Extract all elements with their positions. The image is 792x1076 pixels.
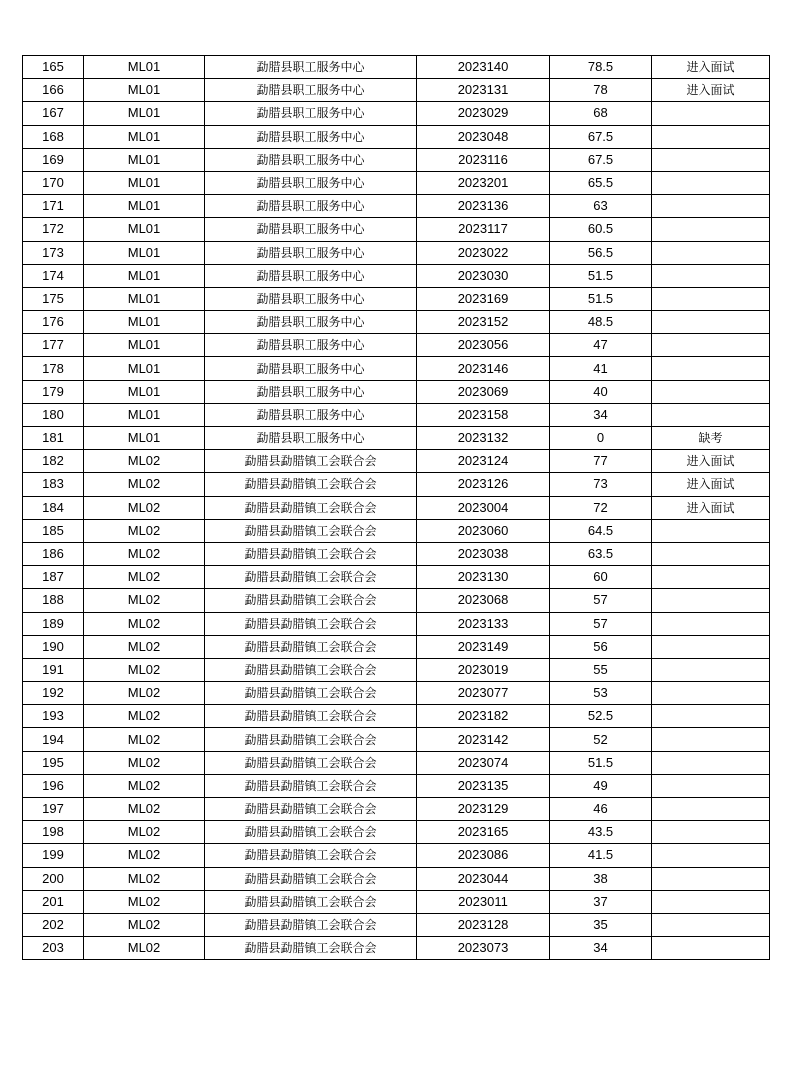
remark-cell: 进入面试: [652, 79, 770, 102]
unit-name-cell: 勐腊县职工服务中心: [205, 218, 417, 241]
ticket-number-cell: 2023142: [417, 728, 550, 751]
unit-name-cell: 勐腊县勐腊镇工会联合会: [205, 519, 417, 542]
unit-name-cell: 勐腊县勐腊镇工会联合会: [205, 890, 417, 913]
remark-cell: [652, 519, 770, 542]
score-cell: 56.5: [550, 241, 652, 264]
ticket-number-cell: 2023022: [417, 241, 550, 264]
table-row: [23, 102, 770, 125]
remark-cell: [652, 890, 770, 913]
remark-cell: [652, 566, 770, 589]
table-row: [23, 821, 770, 844]
table-row: [23, 450, 770, 473]
unit-name-cell: 勐腊县职工服务中心: [205, 56, 417, 79]
ticket-number-cell: 2023201: [417, 171, 550, 194]
remark-cell: [652, 171, 770, 194]
seq-cell: 193: [23, 705, 84, 728]
seq-cell: 178: [23, 357, 84, 380]
seq-cell: 170: [23, 171, 84, 194]
remark-cell: [652, 102, 770, 125]
remark-cell: [652, 287, 770, 310]
seq-cell: 187: [23, 566, 84, 589]
ticket-number-cell: 2023117: [417, 218, 550, 241]
score-cell: 51.5: [550, 751, 652, 774]
unit-name-cell: 勐腊县职工服务中心: [205, 334, 417, 357]
seq-cell: 166: [23, 79, 84, 102]
position-code-cell: ML01: [84, 56, 205, 79]
ticket-number-cell: 2023073: [417, 937, 550, 960]
position-code-cell: ML02: [84, 867, 205, 890]
unit-name-cell: 勐腊县勐腊镇工会联合会: [205, 682, 417, 705]
score-cell: 56: [550, 635, 652, 658]
position-code-cell: ML02: [84, 450, 205, 473]
unit-name-cell: 勐腊县勐腊镇工会联合会: [205, 913, 417, 936]
seq-cell: 182: [23, 450, 84, 473]
position-code-cell: ML02: [84, 496, 205, 519]
seq-cell: 203: [23, 937, 84, 960]
seq-cell: 189: [23, 612, 84, 635]
unit-name-cell: 勐腊县勐腊镇工会联合会: [205, 867, 417, 890]
seq-cell: 184: [23, 496, 84, 519]
unit-name-cell: 勐腊县职工服务中心: [205, 102, 417, 125]
table-row: [23, 913, 770, 936]
position-code-cell: ML02: [84, 913, 205, 936]
table-row: [23, 519, 770, 542]
table-row: [23, 612, 770, 635]
ticket-number-cell: 2023129: [417, 798, 550, 821]
unit-name-cell: 勐腊县职工服务中心: [205, 357, 417, 380]
position-code-cell: ML02: [84, 612, 205, 635]
unit-name-cell: 勐腊县勐腊镇工会联合会: [205, 542, 417, 565]
table-row: [23, 496, 770, 519]
remark-cell: [652, 867, 770, 890]
seq-cell: 175: [23, 287, 84, 310]
score-cell: 68: [550, 102, 652, 125]
unit-name-cell: 勐腊县勐腊镇工会联合会: [205, 705, 417, 728]
position-code-cell: ML01: [84, 218, 205, 241]
table-row: [23, 751, 770, 774]
ticket-number-cell: 2023029: [417, 102, 550, 125]
position-code-cell: ML02: [84, 751, 205, 774]
table-row: [23, 148, 770, 171]
unit-name-cell: 勐腊县勐腊镇工会联合会: [205, 612, 417, 635]
unit-name-cell: 勐腊县勐腊镇工会联合会: [205, 566, 417, 589]
score-cell: 43.5: [550, 821, 652, 844]
score-cell: 35: [550, 913, 652, 936]
ticket-number-cell: 2023140: [417, 56, 550, 79]
score-cell: 47: [550, 334, 652, 357]
ticket-number-cell: 2023128: [417, 913, 550, 936]
remark-cell: [652, 844, 770, 867]
score-cell: 67.5: [550, 125, 652, 148]
remark-cell: [652, 542, 770, 565]
score-cell: 53: [550, 682, 652, 705]
ticket-number-cell: 2023130: [417, 566, 550, 589]
ticket-number-cell: 2023165: [417, 821, 550, 844]
seq-cell: 194: [23, 728, 84, 751]
position-code-cell: ML01: [84, 357, 205, 380]
table-row: [23, 403, 770, 426]
unit-name-cell: 勐腊县勐腊镇工会联合会: [205, 589, 417, 612]
score-cell: 65.5: [550, 171, 652, 194]
score-cell: 48.5: [550, 311, 652, 334]
score-cell: 38: [550, 867, 652, 890]
ticket-number-cell: 2023069: [417, 380, 550, 403]
ticket-number-cell: 2023146: [417, 357, 550, 380]
seq-cell: 177: [23, 334, 84, 357]
remark-cell: 进入面试: [652, 473, 770, 496]
position-code-cell: ML02: [84, 566, 205, 589]
position-code-cell: ML02: [84, 658, 205, 681]
unit-name-cell: 勐腊县勐腊镇工会联合会: [205, 635, 417, 658]
unit-name-cell: 勐腊县勐腊镇工会联合会: [205, 658, 417, 681]
position-code-cell: ML02: [84, 473, 205, 496]
unit-name-cell: 勐腊县勐腊镇工会联合会: [205, 450, 417, 473]
position-code-cell: ML01: [84, 287, 205, 310]
remark-cell: [652, 195, 770, 218]
score-cell: 34: [550, 403, 652, 426]
score-cell: 55: [550, 658, 652, 681]
seq-cell: 180: [23, 403, 84, 426]
table-row: [23, 125, 770, 148]
remark-cell: 缺考: [652, 427, 770, 450]
unit-name-cell: 勐腊县职工服务中心: [205, 125, 417, 148]
unit-name-cell: 勐腊县职工服务中心: [205, 148, 417, 171]
position-code-cell: ML01: [84, 311, 205, 334]
ticket-number-cell: 2023030: [417, 264, 550, 287]
seq-cell: 188: [23, 589, 84, 612]
table-row: [23, 311, 770, 334]
ticket-number-cell: 2023182: [417, 705, 550, 728]
table-row: [23, 357, 770, 380]
unit-name-cell: 勐腊县勐腊镇工会联合会: [205, 821, 417, 844]
table-row: [23, 705, 770, 728]
exam-score-table: [22, 55, 770, 960]
table-row: [23, 427, 770, 450]
table-row: [23, 682, 770, 705]
seq-cell: 195: [23, 751, 84, 774]
seq-cell: 168: [23, 125, 84, 148]
score-cell: 46: [550, 798, 652, 821]
seq-cell: 169: [23, 148, 84, 171]
remark-cell: [652, 380, 770, 403]
remark-cell: [652, 218, 770, 241]
ticket-number-cell: 2023126: [417, 473, 550, 496]
score-cell: 49: [550, 774, 652, 797]
table-row: [23, 844, 770, 867]
unit-name-cell: 勐腊县职工服务中心: [205, 171, 417, 194]
score-cell: 41.5: [550, 844, 652, 867]
position-code-cell: ML01: [84, 102, 205, 125]
seq-cell: 191: [23, 658, 84, 681]
seq-cell: 176: [23, 311, 84, 334]
table-row: [23, 728, 770, 751]
seq-cell: 171: [23, 195, 84, 218]
position-code-cell: ML02: [84, 519, 205, 542]
ticket-number-cell: 2023056: [417, 334, 550, 357]
table-row: [23, 195, 770, 218]
seq-cell: 172: [23, 218, 84, 241]
position-code-cell: ML02: [84, 937, 205, 960]
position-code-cell: ML01: [84, 125, 205, 148]
score-cell: 34: [550, 937, 652, 960]
seq-cell: 196: [23, 774, 84, 797]
score-cell: 51.5: [550, 287, 652, 310]
position-code-cell: ML01: [84, 334, 205, 357]
table-row: [23, 566, 770, 589]
ticket-number-cell: 2023158: [417, 403, 550, 426]
unit-name-cell: 勐腊县职工服务中心: [205, 403, 417, 426]
unit-name-cell: 勐腊县勐腊镇工会联合会: [205, 798, 417, 821]
unit-name-cell: 勐腊县勐腊镇工会联合会: [205, 751, 417, 774]
seq-cell: 173: [23, 241, 84, 264]
ticket-number-cell: 2023169: [417, 287, 550, 310]
remark-cell: [652, 821, 770, 844]
seq-cell: 199: [23, 844, 84, 867]
position-code-cell: ML02: [84, 798, 205, 821]
score-cell: 63: [550, 195, 652, 218]
remark-cell: [652, 241, 770, 264]
remark-cell: [652, 264, 770, 287]
seq-cell: 201: [23, 890, 84, 913]
position-code-cell: ML02: [84, 589, 205, 612]
remark-cell: [652, 589, 770, 612]
score-cell: 51.5: [550, 264, 652, 287]
score-cell: 37: [550, 890, 652, 913]
table-row: [23, 241, 770, 264]
remark-cell: [652, 658, 770, 681]
seq-cell: 192: [23, 682, 84, 705]
unit-name-cell: 勐腊县职工服务中心: [205, 241, 417, 264]
remark-cell: [652, 937, 770, 960]
remark-cell: [652, 751, 770, 774]
position-code-cell: ML02: [84, 844, 205, 867]
ticket-number-cell: 2023019: [417, 658, 550, 681]
score-table-body: [23, 56, 770, 960]
table-row: [23, 542, 770, 565]
seq-cell: 165: [23, 56, 84, 79]
table-row: [23, 218, 770, 241]
remark-cell: [652, 612, 770, 635]
ticket-number-cell: 2023048: [417, 125, 550, 148]
seq-cell: 186: [23, 542, 84, 565]
remark-cell: [652, 705, 770, 728]
position-code-cell: ML01: [84, 195, 205, 218]
unit-name-cell: 勐腊县勐腊镇工会联合会: [205, 473, 417, 496]
remark-cell: [652, 635, 770, 658]
ticket-number-cell: 2023086: [417, 844, 550, 867]
score-cell: 63.5: [550, 542, 652, 565]
score-cell: 78.5: [550, 56, 652, 79]
unit-name-cell: 勐腊县勐腊镇工会联合会: [205, 937, 417, 960]
unit-name-cell: 勐腊县职工服务中心: [205, 311, 417, 334]
position-code-cell: ML02: [84, 821, 205, 844]
table-row: [23, 798, 770, 821]
position-code-cell: ML01: [84, 79, 205, 102]
ticket-number-cell: 2023077: [417, 682, 550, 705]
position-code-cell: ML01: [84, 264, 205, 287]
ticket-number-cell: 2023136: [417, 195, 550, 218]
score-cell: 60.5: [550, 218, 652, 241]
score-cell: 78: [550, 79, 652, 102]
score-cell: 41: [550, 357, 652, 380]
seq-cell: 200: [23, 867, 84, 890]
score-cell: 57: [550, 612, 652, 635]
position-code-cell: ML02: [84, 728, 205, 751]
score-cell: 57: [550, 589, 652, 612]
table-row: [23, 774, 770, 797]
unit-name-cell: 勐腊县职工服务中心: [205, 380, 417, 403]
table-row: [23, 867, 770, 890]
unit-name-cell: 勐腊县勐腊镇工会联合会: [205, 496, 417, 519]
table-row: [23, 473, 770, 496]
table-row: [23, 79, 770, 102]
unit-name-cell: 勐腊县职工服务中心: [205, 287, 417, 310]
table-row: [23, 334, 770, 357]
remark-cell: [652, 403, 770, 426]
remark-cell: [652, 334, 770, 357]
position-code-cell: ML01: [84, 148, 205, 171]
seq-cell: 174: [23, 264, 84, 287]
seq-cell: 167: [23, 102, 84, 125]
remark-cell: [652, 682, 770, 705]
remark-cell: [652, 913, 770, 936]
table-row: [23, 264, 770, 287]
table-row: [23, 589, 770, 612]
seq-cell: 183: [23, 473, 84, 496]
ticket-number-cell: 2023149: [417, 635, 550, 658]
seq-cell: 198: [23, 821, 84, 844]
remark-cell: [652, 357, 770, 380]
position-code-cell: ML01: [84, 171, 205, 194]
table-row: [23, 380, 770, 403]
position-code-cell: ML02: [84, 635, 205, 658]
ticket-number-cell: 2023133: [417, 612, 550, 635]
position-code-cell: ML02: [84, 890, 205, 913]
score-cell: 77: [550, 450, 652, 473]
remark-cell: [652, 728, 770, 751]
remark-cell: [652, 148, 770, 171]
ticket-number-cell: 2023116: [417, 148, 550, 171]
seq-cell: 181: [23, 427, 84, 450]
ticket-number-cell: 2023132: [417, 427, 550, 450]
position-code-cell: ML01: [84, 403, 205, 426]
score-cell: 73: [550, 473, 652, 496]
remark-cell: 进入面试: [652, 56, 770, 79]
ticket-number-cell: 2023074: [417, 751, 550, 774]
table-row: [23, 890, 770, 913]
ticket-number-cell: 2023152: [417, 311, 550, 334]
position-code-cell: ML02: [84, 705, 205, 728]
score-cell: 52.5: [550, 705, 652, 728]
ticket-number-cell: 2023038: [417, 542, 550, 565]
unit-name-cell: 勐腊县勐腊镇工会联合会: [205, 728, 417, 751]
unit-name-cell: 勐腊县职工服务中心: [205, 264, 417, 287]
remark-cell: [652, 125, 770, 148]
remark-cell: [652, 798, 770, 821]
score-cell: 40: [550, 380, 652, 403]
seq-cell: 202: [23, 913, 84, 936]
table-row: [23, 658, 770, 681]
unit-name-cell: 勐腊县勐腊镇工会联合会: [205, 774, 417, 797]
remark-cell: [652, 311, 770, 334]
seq-cell: 185: [23, 519, 84, 542]
score-cell: 0: [550, 427, 652, 450]
ticket-number-cell: 2023044: [417, 867, 550, 890]
ticket-number-cell: 2023011: [417, 890, 550, 913]
ticket-number-cell: 2023060: [417, 519, 550, 542]
position-code-cell: ML01: [84, 241, 205, 264]
position-code-cell: ML02: [84, 774, 205, 797]
remark-cell: 进入面试: [652, 450, 770, 473]
ticket-number-cell: 2023004: [417, 496, 550, 519]
table-row: [23, 635, 770, 658]
position-code-cell: ML01: [84, 380, 205, 403]
score-cell: 72: [550, 496, 652, 519]
table-row: [23, 937, 770, 960]
ticket-number-cell: 2023135: [417, 774, 550, 797]
seq-cell: 197: [23, 798, 84, 821]
table-row: [23, 56, 770, 79]
seq-cell: 179: [23, 380, 84, 403]
position-code-cell: ML02: [84, 542, 205, 565]
seq-cell: 190: [23, 635, 84, 658]
unit-name-cell: 勐腊县勐腊镇工会联合会: [205, 844, 417, 867]
remark-cell: 进入面试: [652, 496, 770, 519]
table-row: [23, 171, 770, 194]
table-row: [23, 287, 770, 310]
score-cell: 64.5: [550, 519, 652, 542]
unit-name-cell: 勐腊县职工服务中心: [205, 427, 417, 450]
ticket-number-cell: 2023131: [417, 79, 550, 102]
unit-name-cell: 勐腊县职工服务中心: [205, 79, 417, 102]
position-code-cell: ML02: [84, 682, 205, 705]
score-cell: 52: [550, 728, 652, 751]
ticket-number-cell: 2023068: [417, 589, 550, 612]
position-code-cell: ML01: [84, 427, 205, 450]
ticket-number-cell: 2023124: [417, 450, 550, 473]
score-cell: 67.5: [550, 148, 652, 171]
unit-name-cell: 勐腊县职工服务中心: [205, 195, 417, 218]
remark-cell: [652, 774, 770, 797]
score-cell: 60: [550, 566, 652, 589]
